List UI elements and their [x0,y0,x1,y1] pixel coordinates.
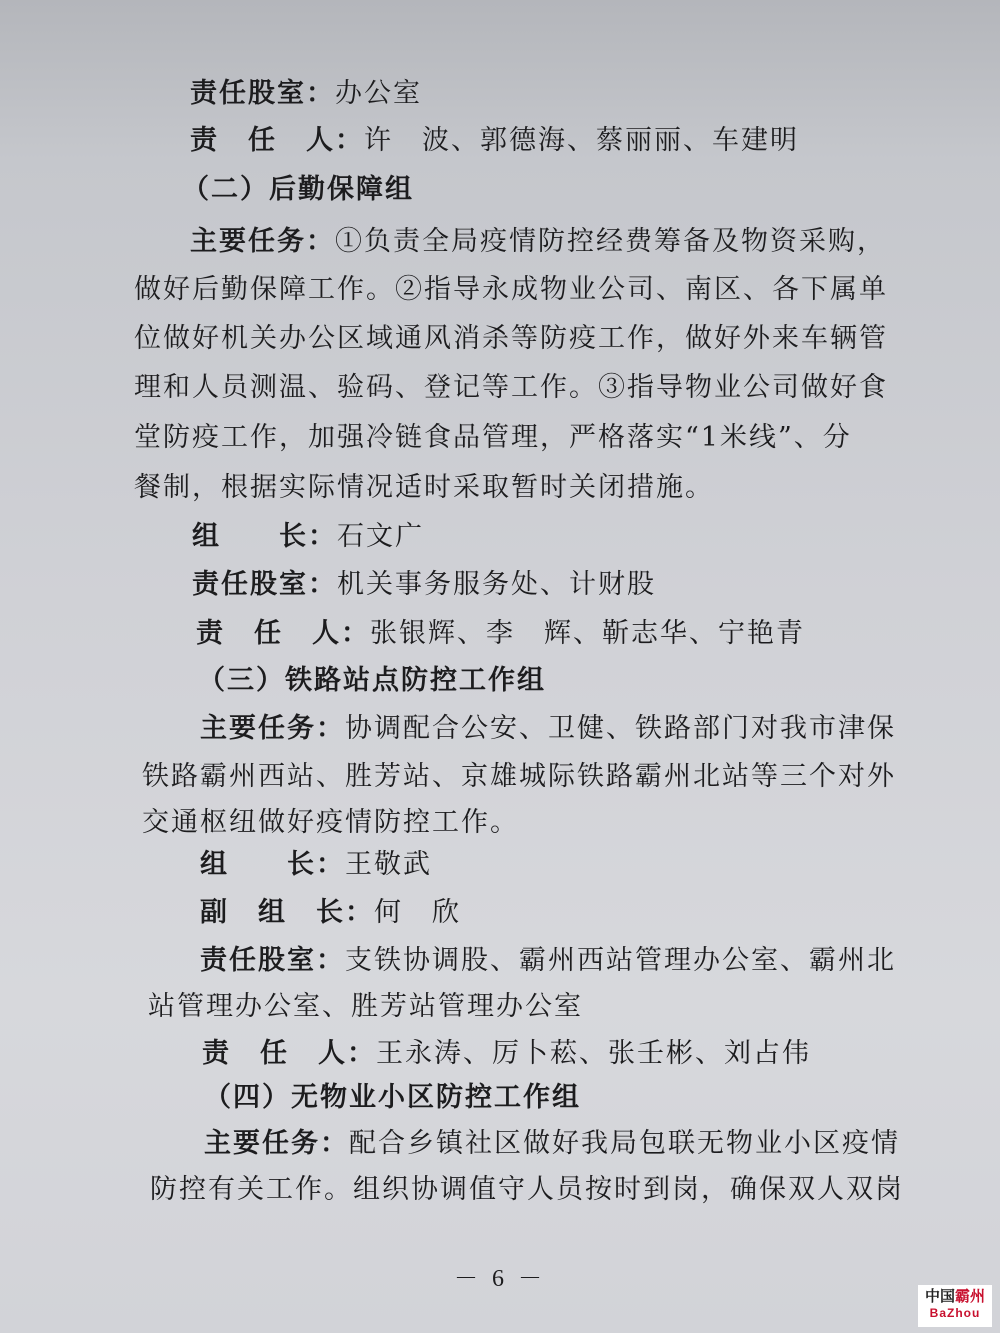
line-label: 副 组 长： [200,897,374,928]
line-text: 堂防疫工作，加强冷链食品管理，严格落实“1米线”、分 [134,422,852,453]
text-line [134,322,888,356]
line-text: 位做好机关办公区域通风消杀等防疫工作，做好外来车辆管 [134,323,888,354]
section-heading [182,173,414,207]
line-label: 责 任 人： [196,618,370,649]
text-line [134,273,888,307]
watermark-text-en: BaZhou [929,1306,981,1320]
line-text: 理和人员测温、验码、登记等工作。③指导物业公司做好食 [134,372,888,403]
line-label: 责 任 人： [190,125,364,156]
line-text: 交通枢纽做好疫情防控工作。 [142,807,519,838]
line-label: 主要任务： [200,713,345,744]
section-heading [204,1081,581,1115]
line-text: 站管理办公室、胜芳站管理办公室 [148,991,583,1022]
line-text: 机关事务服务处、计财股 [337,569,656,600]
text-line [134,371,888,405]
line-text: 办公室 [335,78,422,109]
page-number: － 6 － [454,1266,546,1292]
line-text: 协调配合公安、卫健、铁路部门对我市津保 [345,713,896,744]
text-line [196,617,805,651]
line-text: 何 欣 [374,897,461,928]
line-text: 防控有关工作。组织协调值守人员按时到岗，确保双人双岗 [150,1174,904,1205]
text-line [202,1037,811,1071]
line-label: 责任股室： [190,78,335,109]
line-label: 责任股室： [200,945,345,976]
line-text: 餐制，根据实际情况适时采取暂时关闭措施。 [134,472,714,503]
line-label: 主要任务： [190,226,335,257]
line-text: 王敬武 [345,849,432,880]
text-line [200,896,461,930]
line-text: ①负责全局疫情防控经费筹备及物资采购， [335,226,886,257]
watermark-text-red: 霸州 [955,1288,986,1305]
text-line [200,944,896,978]
text-line [190,124,799,158]
line-text: 许 波、郭德海、蔡丽丽、车建明 [364,125,799,156]
line-text: 做好后勤保障工作。②指导永成物业公司、南区、各下属单 [134,274,888,305]
line-label: 主要任务： [204,1128,349,1159]
line-label: （二）后勤保障组 [182,174,414,205]
line-text: 铁路霸州西站、胜芳站、京雄城际铁路霸州北站等三个对外 [142,761,896,792]
section-heading [198,664,546,698]
text-line [142,760,896,794]
line-label: （三）铁路站点防控工作组 [198,665,546,696]
text-line [204,1127,900,1161]
line-label: 组 长： [200,849,345,880]
line-label: （四）无物业小区防控工作组 [204,1082,581,1113]
line-text: 张银辉、李 辉、靳志华、宁艳青 [370,618,805,649]
text-line [190,225,886,259]
text-line [192,568,656,602]
line-text: 支铁协调股、霸州西站管理办公室、霸州北 [345,945,896,976]
line-label: 责 任 人： [202,1038,376,1069]
text-line [134,421,852,455]
text-line [134,471,714,505]
line-text: 王永涛、厉卜菘、张壬彬、刘占伟 [376,1038,811,1069]
line-text: 石文广 [337,521,424,552]
site-watermark-logo [918,1285,992,1327]
text-line [148,990,583,1024]
text-line [200,848,432,882]
watermark-text-cn: 中国 [924,1288,955,1305]
text-line [200,712,896,746]
text-line [142,806,519,840]
text-line [190,77,422,111]
line-label: 责任股室： [192,569,337,600]
text-line [192,520,424,554]
line-label: 组 长： [192,521,337,552]
text-line [150,1173,904,1207]
line-text: 配合乡镇社区做好我局包联无物业小区疫情 [349,1128,900,1159]
